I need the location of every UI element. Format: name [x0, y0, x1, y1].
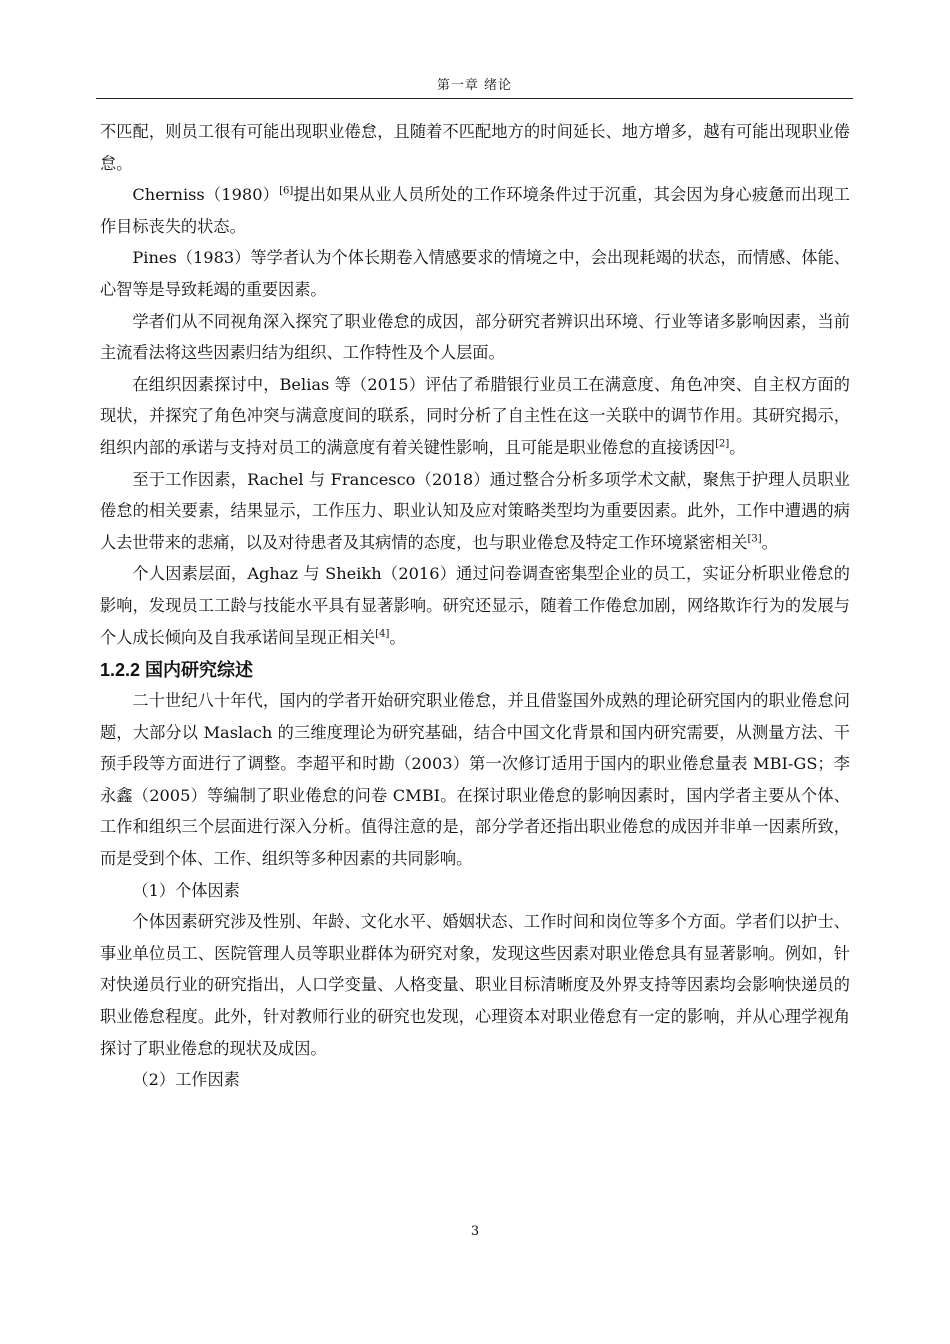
- subheading-work: （2）工作因素: [132, 1070, 240, 1090]
- personal-text: 个人因素层面，Aghaz 与 Sheikh（2016）通过问卷调查密集型企业的员工，实证分析职业倦怠的影响，发现员工工龄与技能水平具有显著影响。研究还显示，随着工作倦怠加剧，网络欺诈行为的发展与个人成长倾向及自我承诺间呈现正相关: [100, 564, 850, 647]
- paragraph-personal: [100, 558, 850, 653]
- personal-end: 。: [389, 627, 406, 647]
- paragraph-work-factors: [100, 464, 850, 559]
- body-text: [100, 116, 850, 1096]
- page-number: 3: [470, 1224, 480, 1239]
- work-factors-text: 至于工作因素，Rachel 与 Francesco（2018）通过整合分析多项学术文献，聚焦于护理人员职业倦怠的相关要素，结果显示，工作压力、职业认知及应对策略类型均为重要因素。此外，工作中遭遇的病人去世带来的悲痛，以及对待患者及其病情的态度，也与职业倦怠及特定工作环境紧密相关: [100, 469, 850, 552]
- running-header: 第一章 绪论: [436, 78, 513, 93]
- subheading-individual: （1）个体因素: [132, 880, 240, 900]
- reference-4: [4]: [375, 628, 390, 640]
- organization-text: 在组织因素探讨中，Belias 等（2015）评估了希腊银行业员工在满意度、角色冲突、自主权方面的现状，并探究了角色冲突与满意度间的联系，同时分析了自主性在这一关联中的调节作用。其研究揭示，组织内部的承诺与支持对员工的满意度有着关键性影响，且可能是职业倦怠的直接诱因: [100, 374, 850, 457]
- paragraph-causes: 学者们从不同视角深入探究了职业倦怠的成因，部分研究者辨识出环境、行业等诸多影响因素，当前主流看法将这些因素归结为组织、工作特性及个人层面。: [100, 311, 850, 363]
- cherniss-citation: Cherniss（1980）: [132, 185, 280, 205]
- paragraph-domestic: 二十世纪八十年代，国内的学者开始研究职业倦怠，并且借鉴国外成熟的理论研究国内的职业倦怠问题，大部分以 Maslach 的三维度理论为研究基础，结合中国文化背景和国内研究需要，从测量方法、干预手段等方面进行了调整。李超平和时勘（2003）第一次修订适用于国内的职业倦怠量表 MBI-GS；李永鑫（2005）等编制了职业倦怠的问卷 CMBI。在探讨职业倦怠的影响因素时，国内学者主要从个体、工作和组织三个层面进行深入分析。值得注意的是，部分学者还指出职业倦怠的成因并非单一因素所致，而是受到个体、工作、组织等多种因素的共同影响。: [100, 691, 850, 869]
- paragraph-cherniss: [100, 179, 850, 242]
- paragraph-organization: [100, 369, 850, 464]
- reference-2: [2]: [715, 438, 730, 450]
- organization-end: 。: [729, 437, 746, 457]
- paragraph-individual: 个体因素研究涉及性别、年龄、文化水平、婚姻状态、工作时间和岗位等多个方面。学者们以护士、事业单位员工、医院管理人员等职业群体为研究对象，发现这些因素对职业倦怠具有显著影响。例如，针对快递员行业的研究指出，人口学变量、人格变量、职业目标清晰度及外界支持等因素均会影响快递员的职业倦怠程度。此外，针对教师行业的研究也发现，心理资本对职业倦怠有一定的影响，并从心理学视角探讨了职业倦怠的现状及成因。: [100, 912, 850, 1058]
- paragraph-pines: Pines（1983）等学者认为个体长期卷入情感要求的情境之中，会出现耗竭的状态，而情感、体能、心智等是导致耗竭的重要因素。: [100, 248, 850, 299]
- paragraph-continued: 不匹配，则员工很有可能出现职业倦怠，且随着不匹配地方的时间延长、地方增多，越有可能出现职业倦怠。: [100, 122, 850, 173]
- cherniss-text: 提出如果从业人员所处的工作环境条件过于沉重，其会因为身心疲惫而出现工作目标丧失的状态。: [100, 185, 850, 236]
- header-rule: [96, 98, 853, 99]
- reference-3: [3]: [747, 533, 762, 545]
- section-heading: 1.2.2 国内研究综述: [100, 660, 254, 681]
- reference-6: [6]: [279, 185, 294, 197]
- work-factors-end: 。: [761, 532, 778, 552]
